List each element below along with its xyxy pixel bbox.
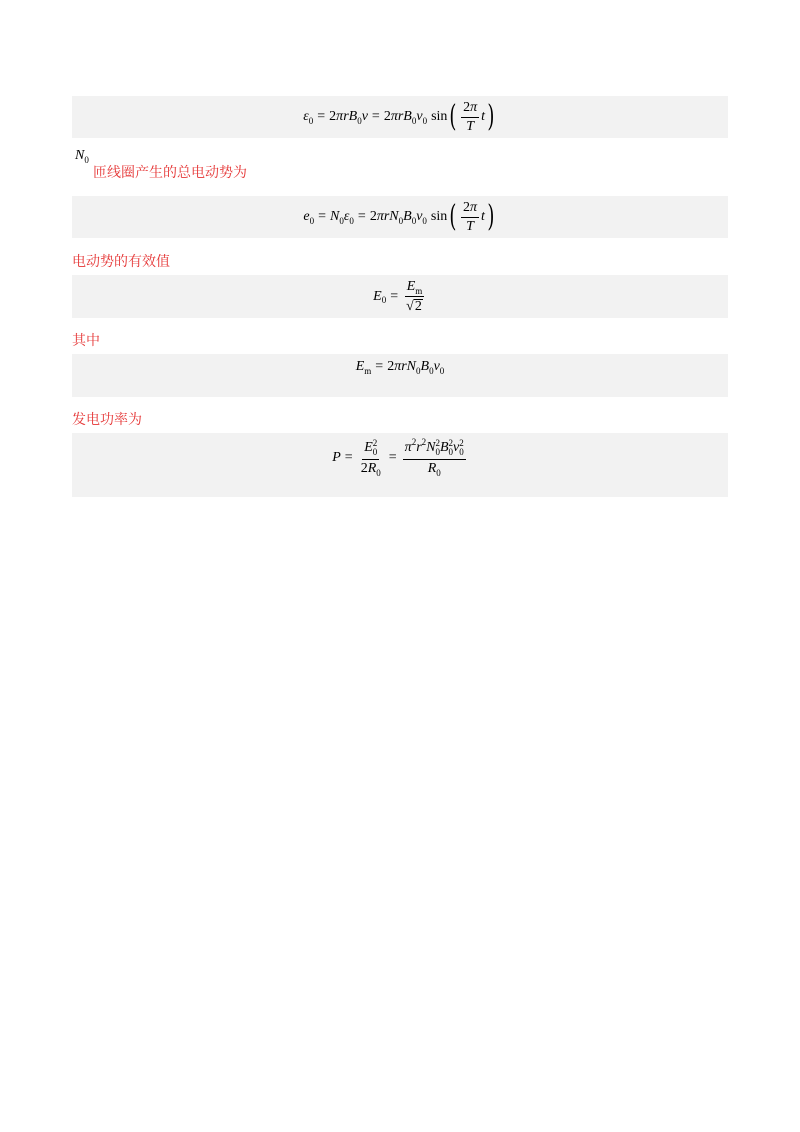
equation-emf-total: e 0 = N 0 ε 0 = 2 π r N 0 B 0 v 0 sin ( $\frac{2\pi}{T}$ t ) <box>303 199 495 234</box>
label-coil-total-emf: 匝线圈产生的总电动势为 <box>93 165 247 181</box>
equation-box-2 <box>72 196 728 238</box>
equation-effective-emf: E 0 = $E_m$ √ 2 <box>373 278 423 314</box>
label-where: 其中 <box>72 333 100 349</box>
n0-symbol: $N_0$ <box>75 148 89 165</box>
equation-box-4 <box>72 354 728 397</box>
equation-box-3 <box>72 275 728 318</box>
equation-power: P = E 2 0 $2R_0$ = $\pi^2r^2N$ 2 0 B 2 0 v 2 0 $R_0$ <box>332 437 464 478</box>
equation-peak-emf: E m = 2 π r N 0 B 0 v 0 <box>355 359 445 376</box>
equation-box-5 <box>72 433 728 497</box>
equation-box-1 <box>72 96 728 138</box>
label-power: 发电功率为 <box>72 412 142 428</box>
label-effective-value: 电动势的有效值 <box>72 254 170 270</box>
equation-emf-single-turn: ε 0 = 2 π r B 0 v = 2 π r B 0 v 0 sin ( $\frac{2\pi}{T}$ t ) <box>303 99 495 134</box>
